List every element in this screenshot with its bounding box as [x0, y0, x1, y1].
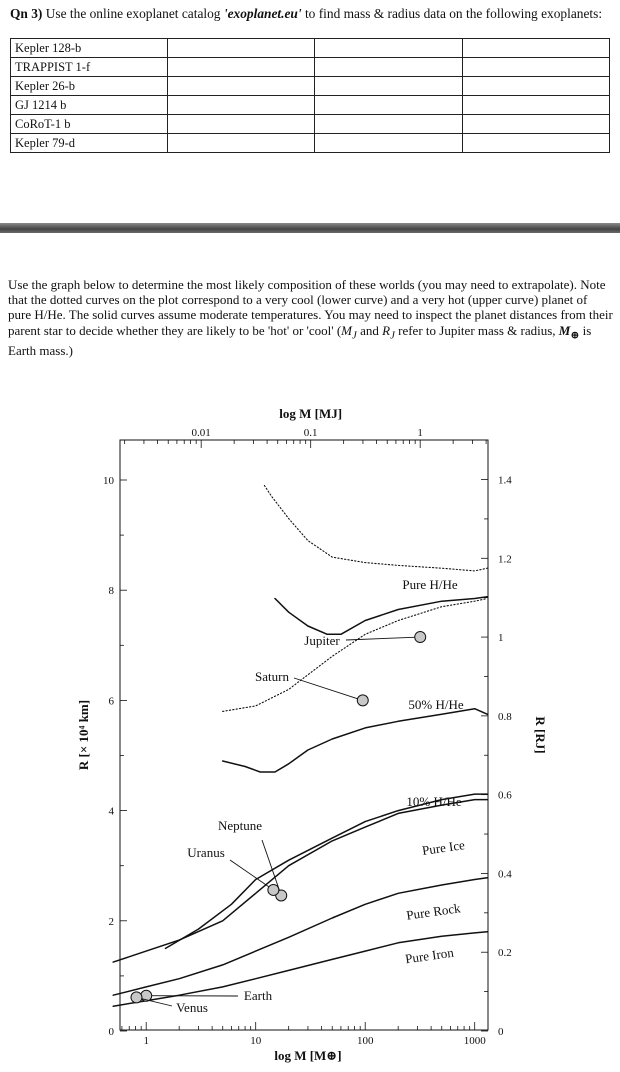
planet-name-cell: CoRoT-1 b — [11, 115, 168, 134]
instructions-text: Use the graph below to determine the most likely composition of these worlds (you may need to extrapolate). Note that the dotted curves on the plot correspond to a very cool (lower curve) and a very hot (upper curve) planet of pure H/He. The solid curves assume moderate temperatures. You may need to inspect the planet distances from their parent star to decide whether they are likely to be 'hot' or 'cool' ($M_J$ and $R_J$ refer to Jupiter mass & radius, $M_\oplus$ is Earth mass.) — [8, 277, 613, 359]
top-tick-label: 0.01 — [191, 427, 211, 439]
blank-answer-cell[interactable] — [462, 77, 609, 96]
series-line — [264, 486, 487, 571]
series-label: 10% H/He — [406, 794, 462, 809]
bottom-tick-label: 1 — [143, 1035, 149, 1047]
planet-marker — [131, 992, 142, 1003]
planet-label: Uranus — [187, 845, 225, 860]
planet-name-cell: GJ 1214 b — [11, 96, 168, 115]
blank-answer-cell[interactable] — [168, 77, 315, 96]
table-row — [11, 96, 610, 115]
planet-leader-line — [294, 678, 363, 700]
planet-name-cell: Kepler 79-d — [11, 134, 168, 153]
blank-answer-cell[interactable] — [168, 96, 315, 115]
planet-label: Venus — [176, 1000, 208, 1015]
right-tick-label: 0.4 — [498, 868, 512, 881]
table-row — [11, 115, 610, 134]
left-tick-label: 0 — [108, 1026, 114, 1038]
planet-label: Neptune — [217, 818, 263, 833]
left-tick-label: 10 — [103, 475, 114, 487]
catalog-name: 'exoplanet.eu' — [223, 6, 302, 21]
planet-name-cell: Kepler 128-b — [11, 39, 168, 58]
left-tick-label: 6 — [108, 695, 114, 708]
series-label: Pure Iron — [404, 944, 455, 967]
planet-marker — [415, 632, 426, 643]
left-tick-label: 8 — [108, 585, 114, 598]
left-axis-title: R [× 10⁴ km] — [76, 699, 91, 771]
bottom-tick-label: 1000 — [463, 1035, 486, 1047]
top-tick-label: 1 — [417, 427, 423, 439]
right-tick-label: 1.2 — [498, 553, 512, 566]
blank-answer-cell[interactable] — [315, 77, 462, 96]
right-tick-label: 0 — [498, 1026, 504, 1038]
table-row — [11, 39, 610, 58]
question-text: Qn 3) Use the online exoplanet catalog 'exoplanet.eu' to find mass & radius data on the following exoplanets: — [10, 6, 603, 21]
series-line — [223, 709, 488, 772]
blank-answer-cell[interactable] — [462, 115, 609, 134]
right-tick-label: 0.6 — [498, 789, 512, 802]
blank-answer-cell[interactable] — [168, 39, 315, 58]
blank-answer-cell[interactable] — [315, 134, 462, 153]
blank-answer-cell[interactable] — [168, 115, 315, 134]
table-row — [11, 58, 610, 77]
table-row — [11, 134, 610, 153]
right-axis-title: R [RJ] — [533, 716, 548, 754]
planet-name-cell: TRAPPIST 1-f — [11, 58, 168, 77]
blank-answer-cell[interactable] — [315, 96, 462, 115]
bottom-tick-label: 100 — [356, 1035, 374, 1047]
planet-label: Saturn — [255, 669, 289, 684]
series-label: Pure Rock — [405, 900, 462, 923]
series-label: 50% H/He — [408, 697, 464, 712]
planet-name-cell: Kepler 26-b — [11, 77, 168, 96]
planet-label: Earth — [243, 988, 273, 1003]
planet-leader-line — [346, 637, 420, 640]
question-number: Qn 3) — [10, 6, 43, 21]
right-tick-label: 1.4 — [498, 474, 512, 487]
series-line — [113, 878, 487, 995]
left-tick-label: 4 — [108, 805, 114, 818]
top-tick-label: 0.1 — [303, 427, 318, 439]
planet-label: Jupiter — [304, 633, 340, 648]
planet-leader-line — [230, 860, 273, 890]
planet-marker — [268, 884, 279, 895]
blank-answer-cell[interactable] — [315, 115, 462, 134]
mass-radius-chart — [0, 400, 620, 1072]
blank-answer-cell[interactable] — [168, 134, 315, 153]
blank-answer-cell[interactable] — [315, 58, 462, 77]
bottom-axis-title: log M [M⊕] — [274, 1048, 342, 1063]
blank-answer-cell[interactable] — [168, 58, 315, 77]
bottom-tick-label: 10 — [250, 1035, 262, 1047]
right-tick-label: 0.2 — [498, 947, 512, 960]
series-label: Pure H/He — [402, 577, 458, 592]
blank-answer-cell[interactable] — [462, 96, 609, 115]
blank-answer-cell[interactable] — [315, 39, 462, 58]
planet-marker — [357, 695, 368, 706]
planet-table — [10, 38, 610, 153]
section-divider — [0, 223, 620, 233]
series-line — [223, 599, 488, 712]
right-tick-label: 0.8 — [498, 710, 512, 723]
right-tick-label: 1 — [498, 632, 504, 645]
blank-answer-cell[interactable] — [462, 58, 609, 77]
blank-answer-cell[interactable] — [462, 134, 609, 153]
series-line — [275, 597, 487, 635]
series-label: Pure Ice — [421, 837, 466, 858]
top-axis-title: log M [MJ] — [279, 406, 343, 421]
table-row — [11, 77, 610, 96]
left-tick-label: 2 — [108, 915, 114, 928]
blank-answer-cell[interactable] — [462, 39, 609, 58]
